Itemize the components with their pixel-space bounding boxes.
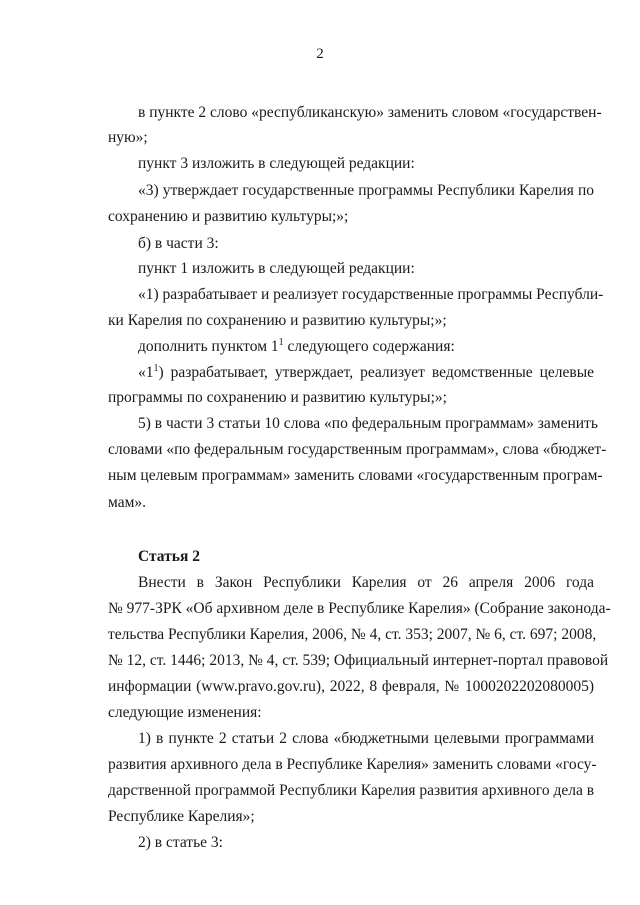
text-fragment: следующего содержания: xyxy=(283,338,455,355)
text-line: Республике Карелия»; xyxy=(108,808,255,825)
text-line: № 977-ЗРК «Об архивном деле в Республике Карелия» (Собрание законода- xyxy=(108,600,611,617)
text-line: в пункте 2 слово «республиканскую» заменить словом «государствен- xyxy=(138,104,602,121)
text-line: «1) разрабатывает и реализует государственные программы Республи- xyxy=(138,286,604,303)
text-line: 5) в части 3 статьи 10 слова «по федеральным программам» заменить xyxy=(138,415,598,432)
text-line: ки Карелия по сохранению и развитию культуры;»; xyxy=(108,312,447,329)
text-line: дарственной программой Республики Карелия развития архивного дела в xyxy=(108,782,595,799)
text-line: развития архивного дела в Республике Карелия» заменить словами «госу- xyxy=(108,756,597,773)
text-line: Внести в Закон Республики Карелия от 26 апреля 2006 года xyxy=(138,574,594,591)
text-line: пункт 3 изложить в следующей редакции: xyxy=(138,155,415,172)
text-line: пункт 1 изложить в следующей редакции: xyxy=(138,260,415,277)
text-line: ную»; xyxy=(108,129,148,146)
article-heading: Статья 2 xyxy=(138,548,200,565)
text-line: программы по сохранению и развитию культуры;»; xyxy=(108,389,447,406)
text-line xyxy=(138,364,594,382)
superscript: 1 xyxy=(153,363,159,374)
text-line: б) в части 3: xyxy=(138,235,219,252)
text-line: тельства Республики Карелия, 2006, № 4, ст. 353; 2007, № 6, ст. 697; 2008, xyxy=(108,626,597,643)
page-number: 2 xyxy=(316,46,324,62)
text-line: мам». xyxy=(108,494,147,511)
text-fragment: дополнить пунктом 1 xyxy=(138,338,279,355)
text-line: словами «по федеральным государственным программам», слова «бюджет- xyxy=(108,441,607,458)
text-line: 2) в статье 3: xyxy=(138,834,223,851)
text-fragment: «1 xyxy=(138,364,154,381)
text-line: «3) утверждает государственные программы Республики Карелия по xyxy=(138,182,594,199)
text-line: информации (www.pravo.gov.ru), 2022, 8 февраля, № 1000202202080005) xyxy=(108,678,594,695)
superscript: 1 xyxy=(278,337,284,348)
text-line: следующие изменения: xyxy=(108,704,262,721)
text-line xyxy=(138,338,455,356)
text-line: 1) в пункте 2 статьи 2 слова «бюджетными целевыми программами xyxy=(138,730,594,747)
text-line: ным целевым программам» заменить словами «государственным програм- xyxy=(108,467,603,484)
text-line: № 12, ст. 1446; 2013, № 4, ст. 539; Официальный интернет-портал правовой xyxy=(108,652,609,669)
text-line: сохранению и развитию культуры;»; xyxy=(108,208,349,225)
text-fragment: ) разрабатывает, утверждает, реализует ведомственные целевые xyxy=(158,364,594,381)
